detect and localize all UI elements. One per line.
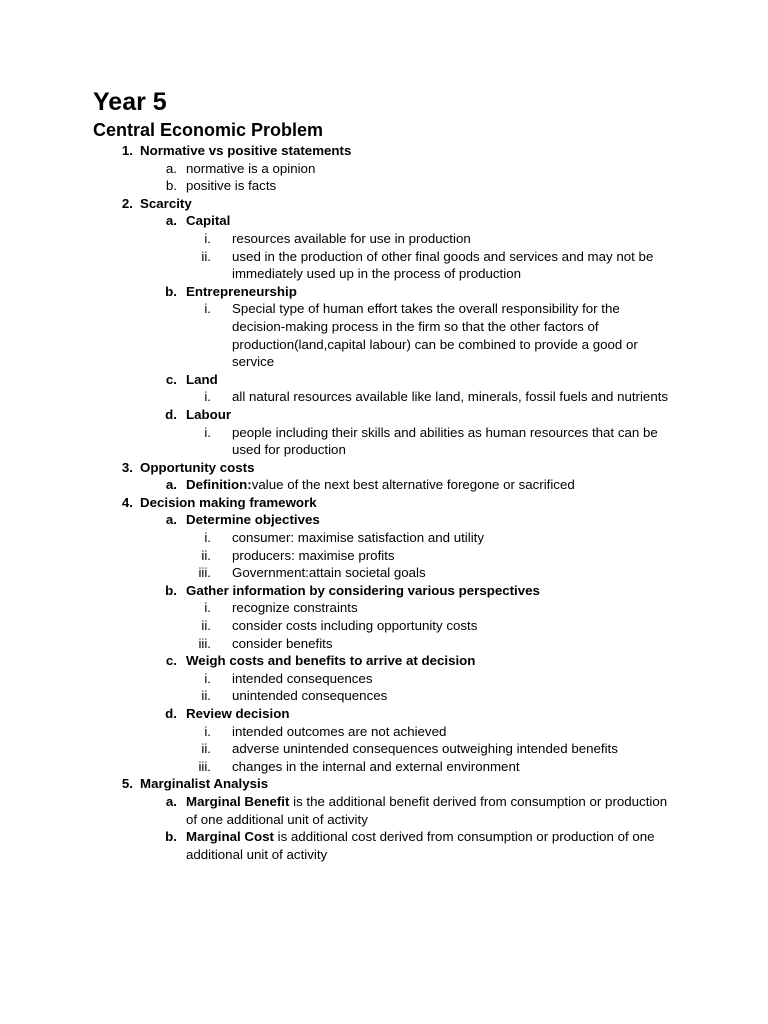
list-heading: Normative vs positive statements (140, 143, 352, 158)
list-text: is additional cost derived from consumption or production of one additional unit of activity (186, 829, 655, 862)
list-roman: i. (204, 230, 211, 246)
list-subitem (0, 230, 768, 248)
list-subitem (0, 758, 768, 776)
list-item-gather-information (0, 582, 768, 600)
list-subitem (0, 388, 768, 406)
list-subitem (0, 547, 768, 565)
list-item-entrepreneurship (0, 283, 768, 301)
term-label: Definition: (186, 477, 252, 493)
term-label: Marginal Cost (186, 829, 274, 845)
list-text: Special type of human effort takes the overall responsibility for the decision-making process in the firm so that the other factors of production(land,capital labour) can be combined to provide a good or service (232, 301, 638, 370)
list-subitem (0, 300, 768, 370)
list-item-scarcity (0, 195, 768, 213)
list-letter: a. (165, 213, 177, 229)
list-text: value of the next best alternative foregone or sacrificed (251, 477, 575, 493)
list-heading: Review decision (186, 706, 290, 721)
list-subitem (0, 564, 768, 582)
list-roman: i. (204, 600, 211, 616)
list-heading: Weigh costs and benefits to arrive at decision (186, 653, 476, 669)
list-text: consider costs including opportunity costs (232, 618, 478, 634)
list-text: changes in the internal and external environment (232, 758, 520, 774)
list-subitem (0, 529, 768, 547)
list-text: resources available for use in production (232, 230, 471, 246)
list-item-opportunity-costs (0, 459, 768, 477)
list-heading: Land (186, 371, 218, 387)
list-subitem (0, 617, 768, 635)
list-roman: i. (204, 530, 211, 546)
list-text: people including their skills and abilities as human resources that can be used for production (232, 424, 658, 458)
list-letter: d. (165, 706, 177, 721)
list-roman: i. (204, 424, 211, 440)
list-number: 5. (121, 776, 133, 792)
list-heading: Capital (186, 213, 231, 229)
list-heading: Entrepreneurship (186, 283, 297, 299)
list-letter: d. (165, 406, 177, 422)
list-subitem (0, 740, 768, 758)
list-roman: iii. (198, 565, 211, 581)
term-label: Marginal Benefit (186, 793, 290, 809)
list-subitem (0, 670, 768, 688)
list-number: 1. (121, 143, 133, 158)
list-letter: c. (165, 371, 177, 387)
list-roman: iii. (198, 635, 211, 651)
list-heading: Determine objectives (186, 512, 320, 528)
list-letter: a. (165, 512, 177, 528)
list-roman: iii. (198, 758, 211, 774)
list-item-positive (0, 177, 768, 195)
list-letter: a. (165, 160, 177, 176)
list-subitem (0, 723, 768, 741)
list-letter: c. (165, 653, 177, 669)
list-letter: a. (165, 477, 177, 493)
list-item-labour (0, 406, 768, 424)
list-roman: ii. (201, 741, 211, 757)
list-number: 4. (121, 494, 133, 510)
list-item-marginal-cost (0, 828, 768, 863)
list-heading: Decision making framework (140, 494, 317, 510)
list-heading: Gather information by considering various perspectives (186, 582, 540, 598)
list-heading: Marginalist Analysis (140, 776, 269, 792)
list-item-land (0, 371, 768, 389)
list-item-determine-objectives (0, 511, 768, 529)
list-text: all natural resources available like land, minerals, fossil fuels and nutrients (232, 389, 669, 405)
list-item-review-decision (0, 705, 768, 723)
list-text: recognize constraints (232, 600, 358, 616)
list-letter: b. (165, 582, 177, 598)
list-subitem (0, 599, 768, 617)
list-text: producers: maximise profits (232, 547, 395, 563)
list-heading: Labour (186, 406, 232, 422)
list-item-weigh-costs (0, 652, 768, 670)
list-text: intended consequences (232, 670, 373, 686)
list-subitem (0, 687, 768, 705)
list-letter: b. (165, 829, 177, 845)
list-heading: Scarcity (140, 195, 192, 211)
document-subtitle: Central Economic Problem (93, 120, 324, 140)
list-letter: a. (165, 793, 177, 809)
list-subitem (0, 424, 768, 459)
list-roman: i. (204, 389, 211, 405)
list-text: intended outcomes are not achieved (232, 723, 447, 739)
list-item-normative-vs-positive (0, 142, 768, 160)
list-roman: i. (204, 301, 211, 317)
list-text: consider benefits (232, 635, 333, 651)
list-roman: i. (204, 723, 211, 739)
list-text: is the additional benefit derived from consumption or production of one additional unit of activity (186, 793, 668, 827)
list-item-marginalist-analysis (0, 775, 768, 793)
list-roman: ii. (201, 688, 211, 704)
list-roman: ii. (201, 547, 211, 563)
list-item-marginal-benefit (0, 793, 768, 828)
list-item-definition (0, 476, 768, 494)
list-text: Government:attain societal goals (232, 565, 426, 581)
list-subitem (0, 635, 768, 653)
list-text: adverse unintended consequences outweighing intended benefits (232, 741, 618, 757)
list-number: 2. (121, 195, 133, 211)
document-title: Year 5 (93, 88, 167, 116)
list-text: positive is facts (186, 178, 277, 194)
list-item-normative (0, 160, 768, 178)
list-text: used in the production of other final goods and services and may not be immediately used up in the process of production (232, 248, 654, 282)
list-subitem (0, 248, 768, 283)
list-item-capital (0, 212, 768, 230)
list-item-decision-framework (0, 494, 768, 512)
list-roman: ii. (201, 618, 211, 634)
list-text: unintended consequences (232, 688, 388, 704)
list-text: consumer: maximise satisfaction and utility (232, 530, 484, 546)
list-letter: b. (165, 178, 177, 194)
list-text: normative is a opinion (186, 160, 316, 176)
list-number: 3. (121, 459, 133, 475)
outline-list (0, 142, 768, 863)
list-roman: i. (204, 670, 211, 686)
list-heading: Opportunity costs (140, 459, 255, 475)
list-roman: ii. (201, 248, 211, 264)
list-letter: b. (165, 283, 177, 299)
